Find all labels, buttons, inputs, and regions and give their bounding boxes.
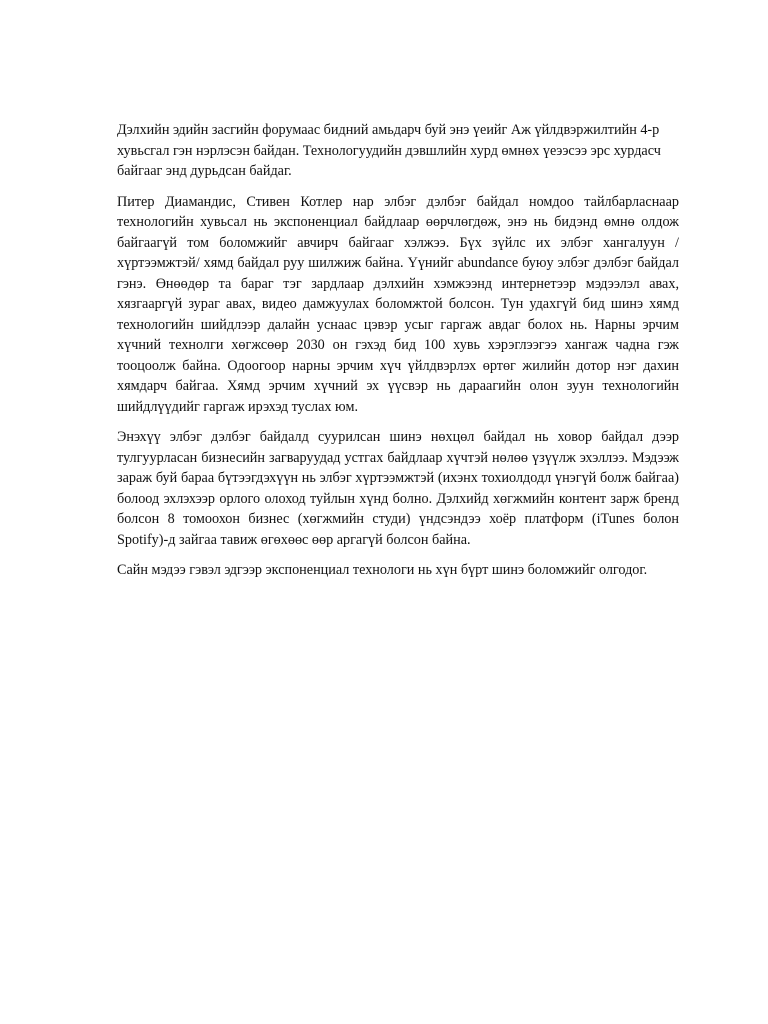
document-body [117, 120, 679, 591]
paragraph-intro: Дэлхийн эдийн засгийн форумаас бидний амьдарч буй энэ үеийг Аж үйлдвэржилтийн 4-р хувьсгал гэн нэрлэсэн байдан. Технологуудийн дэвшлийн хурд өмнөх үеээсээ эрс хурдасч байгааг энд дурьдсан байдаг. [117, 122, 661, 179]
paragraph-business-models: Энэхүү элбэг дэлбэг байдалд суурилсан шинэ нөхцөл байдал нь ховор байдал дээр тулгуурласан бизнесийн загваруудад устгах байдлаар хүчтэй нөлөө үзүүлж эхэллээ. Мэдээж зараж буй бараа бүтээгдэхүүн нь элбэг хүртээмжтэй (ихэнх тохиолдодл үнэгүй болж байгаа) болоод эхлэхээр орлого олоход туйлын хүнд болно. Дэлхийд хөгжмийн контент зарж бренд болсон 8 томоохон бизнес (хөгжмийн студи) үндсэндээ хоёр платформ (iTunes болон Spotify)-д зайгаа тавиж өгөхөөс өөр аргагүй болсон байна. [117, 429, 679, 548]
paragraph-abundance: Питер Диамандис, Стивен Котлер нар элбэг дэлбэг байдал номдоо тайлбарласнаар технологийн хувьсал нь экспоненциал байдлаар өөрчлөгдөж, энэ нь бидэнд өмнө олдож байгаагүй том боломжийг авчирч байгааг хэлжээ. Бүх зүйлс их элбэг хангалуун / хүртээмжтэй/ хямд байдал руу шилжиж байна. Үүнийг abundance буюу элбэг дэлбэг байдал гэнэ. Өнөөдөр та бараг тэг зардлаар дэлхийн хэмжээнд интернетээр мэдээлэл авах, хязгааргүй зураг авах, видео дамжуулах боломжтой болсон. Тун удахгүй бид шинэ хямд технологийн шийдлээр далайн уснаас цэвэр усыг гаргаж авдаг болох нь. Нарны эрчим хүчний технолги хөгжсөөр 2030 он гэхэд бид 100 хувь хэрэглээгээ хангаж чадна гэж тооцоолж байна. Одоогоор нарны эрчим хүч үйлдвэрлэх өртөг жилийн дотор нэг дахин хямдарч байгаа. Хямд эрчим хүчний эх үүсвэр нь дараагийн олон зуун технологийн шийдлүүдийг гаргаж ирэхэд туслах юм. [117, 193, 679, 415]
paragraph-good-news: Сайн мэдээ гэвэл эдгээр экспоненциал технологи нь хүн бүрт шинэ боломжийг олгодог. [117, 562, 648, 578]
